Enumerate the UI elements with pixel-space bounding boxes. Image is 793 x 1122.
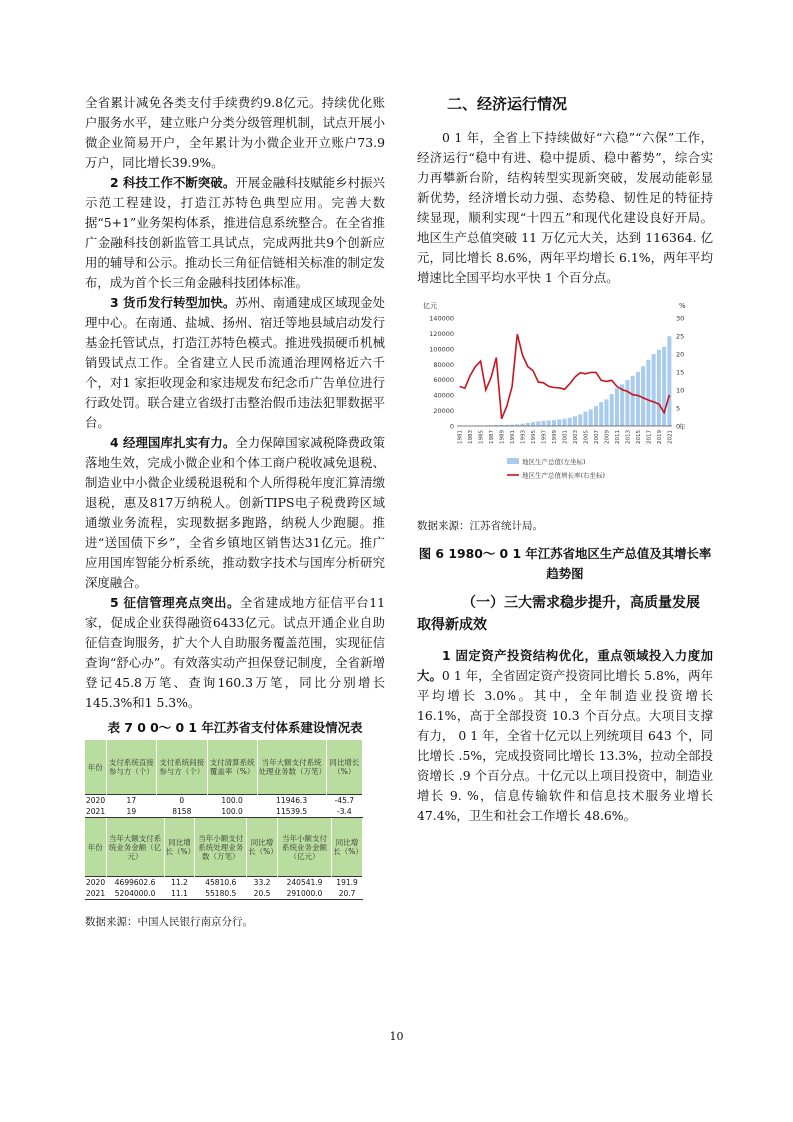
table-row [85,877,363,889]
gdp-bar [568,418,572,426]
y-tick-label: 120000 [429,329,454,338]
gdp-bar [599,402,603,426]
table-cell: 5204000.0 [106,888,164,900]
section-title: 二、经济运行情况 [447,95,568,113]
table-header-cell: 同比增长（%） [326,740,362,795]
gdp-bar [652,354,656,426]
x-tick-label: 2001 [562,430,569,444]
table-cell: 55180.5 [195,888,247,900]
gdp-chart [417,298,713,502]
table-header-cell: 同比增长（%） [164,818,195,877]
table-source: 数据来源：中国人民银行南京分行。 [85,916,253,928]
table-row [85,888,363,900]
paragraph: 1 固定资产投资结构优化，重点领域投入力度加大。0 1 年，全省固定资产投资同比增长 5.8%，两年平均增长 3.0%。其中，全年制造业投资增长 16.1%，高于全部投资 10.3 个百分点。大项目支撑有力， 0 1 年，全省十亿元以上列统项目 643 个，同比增长 .5%，完成投资同比增长 13.3%，拉动全部投资增长 .9 个百分点。十亿元以上项目投资中，制造业增长 9. %，信息传输软件和信息技术服务业增长 47.4%，卫生和社会工作增长 48.6%。 [417,648,714,823]
paragraph: 4 经理国库扎实有力。全力保障国家减税降费政策落地生效，完成小微企业和个体工商户税收减免退税、制造业中小微企业缓税退税和个人所得税年度汇算清缴退税，惠及817万纳税人。创新TIPS电子税费跨区域通缴业务流程，实现数据多跑路，纳税人少跑腿。推进“送国债下乡”，全省乡镇地区销售达31亿元。推广应用国库智能分析系统，推动数字技术与国库分析研究深度融合。 [85,435,386,590]
table-row [85,806,363,818]
x-tick-label: 1999 [552,430,559,444]
y2-tick-label: 15 [676,368,685,377]
table-row [85,795,363,807]
gdp-bar [578,414,582,426]
gdp-bar [636,372,640,426]
gdp-bar [657,350,661,426]
legend-swatch-bars [507,458,519,464]
x-tick-label: 1989 [499,430,506,444]
table-cell: -3.4 [326,806,362,818]
gdp-bar [604,399,608,426]
table-cell: 2021 [86,889,106,898]
table-header-cell: 支付系统直接参与方（个） [106,740,156,795]
legend-label: 地区生产总值增长率(右坐标) [522,471,606,480]
y-axis-unit: 亿元 [423,302,437,310]
paragraph: 3 货币发行转型加快。苏州、南通建成区域现金处理中心。在南通、盐城、扬州、宿迁等地县域启动发行基金托管试点，打造江苏特色模式。推进残损硬币机械销毁试点工作。全省建立人民币流通治理网格近六千个，对1 家拒收现金和家违规发布纪念币广告单位进行行政处罚。联合建立省级打击整治假币违法犯罪数据平台。 [85,295,386,430]
table-header-cell: 当年大额支付系统处理业务数（万笔） [257,740,326,795]
table-header-cell: 支付清算系统覆盖率（%） [207,740,257,795]
y2-tick-label: 0 [676,422,681,431]
paragraph: 2 科技工作不断突破。开展金融科技赋能乡村振兴示范工程建设，打造江苏特色典型应用。完善大数据“5+1”业务架构体系，推进信息系统整合。在全省推广金融科技创新监管工具试点，完成两批共9个创新应用的辅导和公示。推动长三角征信链相关标准的制定发布，成为首个长三角金融科技团体标准。 [85,175,386,290]
x-axis-unit: 年 [679,423,686,431]
gdp-bar [594,406,598,426]
gdp-bar [547,420,551,426]
table-header-cell: 支付系统间接参与方（个） [157,740,207,795]
x-tick-label: 1987 [489,430,496,444]
y2-tick-label: 10 [676,386,685,395]
gdp-bar [562,419,566,426]
y-tick-label: 80000 [433,360,454,369]
table-header-cell: 年份 [85,740,106,795]
y2-tick-label: 25 [676,332,685,341]
x-tick-label: 2013 [625,430,632,444]
table-title: 表 7 0 0～ 0 1 年江苏省支付体系建设情况表 [107,720,363,735]
x-tick-label: 2019 [656,430,663,444]
y2-tick-label: 30 [676,314,685,323]
gdp-bar [526,423,530,426]
x-tick-label: 2015 [635,430,642,444]
gdp-bar [646,360,650,426]
y-tick-label: 20000 [433,407,454,416]
y-tick-label: 60000 [433,376,454,385]
gdp-bar [552,420,556,426]
gdp-bar [667,336,671,426]
table-cell: 2020 [86,796,106,805]
y2-tick-label: 20 [676,350,685,359]
figure-title: 图 6 1980～ 0 1 年江苏省地区生产总值及其增长率趋势图 [418,546,712,581]
gdp-chart-svg [417,298,697,498]
paragraph: 0 1 年，全省上下持续做好“六稳”“六保”工作，经济运行“稳中有进、稳中提质、稳中蓄势”，综合实力再攀新台阶，结构转型实现新突破，发展动能彰显新优势，经济增长动力强、态势稳、韧性足的特征持续显现，顺利实现“十四五”和现代化建设良好开局。地区生产总值突破 11 万亿元大关，达到 116364. 亿元，同比增长 8.6%，两年平均增长 6.1%，两年平均增速比全国平均水平快 1 个百分点。 [417,130,713,285]
table-cell: 20.5 [247,888,278,900]
x-tick-label: 2021 [667,430,674,444]
right-column [417,93,713,826]
gdp-bar [557,419,561,426]
table-header-cell: 同比增长（%） [332,818,363,877]
table-cell: 100.0 [207,806,257,818]
table-cell: 17 [106,795,156,807]
table-header-cell: 同比增长（%） [247,818,278,877]
table-header-cell: 年份 [85,818,106,877]
y-tick-label: 140000 [429,314,454,323]
gdp-bar [531,422,535,426]
y-tick-label: 100000 [429,345,454,354]
y2-axis-unit: % [679,302,686,310]
gdp-bar [542,421,546,426]
x-tick-label: 2005 [583,430,590,444]
table-cell: 8158 [157,806,207,818]
x-tick-label: 1981 [457,430,464,444]
payment-system-table-2 [85,818,363,900]
x-tick-label: 2003 [572,430,579,444]
gdp-bar [610,394,614,426]
table-header-cell: 当年小额支付系统处理业务数（万笔） [195,818,247,877]
table-cell: 191.9 [332,877,363,889]
table-cell: 33.2 [247,877,278,889]
paragraph: 全省累计减免各类支付手续费约9.8亿元。持续优化账户服务水平，建立账户分类分级管理机制，试点开展小微企业简易开户，全年累计为小微企业开立账户73.9万户，同比增长39.9%。 [85,95,385,170]
chart-source: 数据来源：江苏省统计局。 [417,520,543,532]
x-tick-label: 2017 [646,430,653,444]
table-cell: 20.7 [332,888,363,900]
gdp-bar [631,376,635,426]
table-cell: 11.1 [164,888,195,900]
gdp-bar [536,421,540,426]
table-cell: 11.2 [164,877,195,889]
x-tick-label: 2009 [604,430,611,444]
x-tick-label: 1997 [541,430,548,444]
x-tick-label: 2007 [593,430,600,444]
paragraph: 5 征信管理亮点突出。全省建成地方征信平台11家，促成企业获得融资6433亿元。试点开通企业自助征信查询服务，扩大个人自助服务覆盖范围，实现征信查询“舒心办”。有效落实动产担保登记制度，全省新增登记45.8万笔、查询160.3万笔，同比分别增长145.3%和1 5.3%。 [85,595,385,710]
table-cell: 0 [157,795,207,807]
table-cell: 11946.3 [257,795,326,807]
y-tick-label: 0 [449,422,454,431]
gdp-bar [625,380,629,426]
table-cell: 4699602.6 [106,877,164,889]
y2-tick-label: 5 [676,404,681,413]
gdp-bar [615,388,619,426]
subsection-title: （一）三大需求稳步提升，高质量发展取得新成效 [417,595,700,633]
left-column [85,93,385,932]
page-number: 10 [389,1030,404,1043]
x-tick-label: 1995 [531,430,538,444]
table-cell: 2021 [86,807,106,816]
table-cell: 11539.5 [257,806,326,818]
table-cell: 291000.0 [277,888,331,900]
payment-system-table [85,740,363,818]
gdp-bar [589,409,593,426]
gdp-bar [583,412,587,426]
table-cell: 100.0 [207,795,257,807]
x-tick-label: 1993 [520,430,527,444]
gdp-bar [573,416,577,426]
table-header-cell: 当年小额支付系统业务金额（亿元） [277,818,331,877]
x-tick-label: 1983 [468,430,475,444]
table-cell: 240541.9 [277,877,331,889]
table-cell: 45810.6 [195,877,247,889]
gdp-bar [641,366,645,426]
table-cell: 2020 [86,878,106,887]
table-cell: 19 [106,806,156,818]
x-tick-label: 1985 [478,430,485,444]
x-tick-label: 1991 [510,430,517,444]
x-tick-label: 2011 [614,430,621,444]
table-cell: -45.7 [326,795,362,807]
table-header-cell: 当年大额支付系统业务金额（亿元） [106,818,164,877]
y-tick-label: 40000 [433,391,454,400]
legend-label: 地区生产总值(左坐标) [522,458,586,466]
